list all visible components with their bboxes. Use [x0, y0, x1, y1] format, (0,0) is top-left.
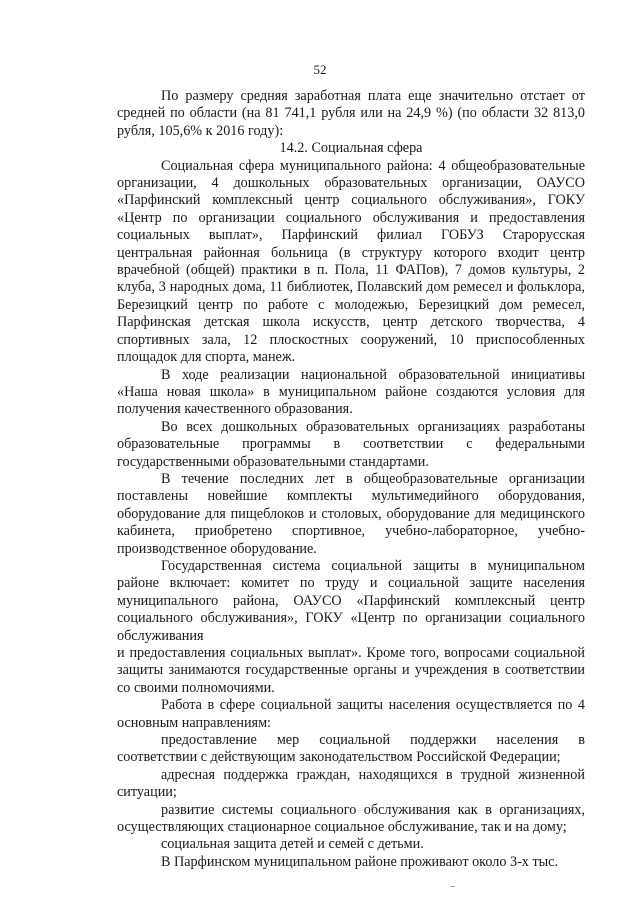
intro-paragraph: По размеру средняя заработная плата еще значительно отстает от средней по области (на 81 741,1 рубля или на 24,9 %) (по области 32 813,0 рубля, 105,6% к 2016 году): — [117, 88, 585, 139]
direction-item: развитие системы социального обслуживания как в организациях, осуществляющих стационарное социальное обслуживание, так и на дому; — [117, 801, 585, 836]
final-paragraph: В Парфинском муниципальном районе проживают около 3-х тыс. — [161, 853, 559, 870]
section-heading: 14.2. Социальная сфера — [279, 140, 423, 157]
paragraph-preschool-programs: Во всех дошкольных образовательных организациях разработаны образовательные программы в соответствии с федеральными государственными образовательными стандартами. — [117, 418, 585, 470]
paragraph-new-school: В ходе реализации национальной образовательной инициативы «Наша новая школа» в муниципальном районе создаются условия для получения качественного образования. — [117, 366, 585, 418]
paragraph-equipment: В течение последних лет в общеобразовательные организации поставлены новейшие комплекты мультимедийного оборудования, оборудование для пищеблоков и столовых, оборудование для медицинского кабинета, приобретено спортивное, учебно-лабораторное, учебно-производственное оборудование. — [117, 470, 585, 557]
scan-mark — [451, 886, 455, 887]
paragraph-directions-intro: Работа в сфере социальной защиты населения осуществляется по 4 основным направлениям: — [117, 697, 585, 731]
paragraph-social-sphere: Социальная сфера муниципального района: 4 общеобразовательные организации, 4 дошкольных образовательных организации, ОАУСО «Парфинский комплексный центр социального обслуживания», ГОКУ «Центр по организации социального обслуживания и предоставления социальных выплат», Парфинский филиал ГОБУЗ Старорусская центральная районная больница (в структуру которого входит центр врачебной (общей) практики в п. Пола, 11 ФАПов), 7 домов культуры, 2 клуба, 3 народных дома, 11 библиотек, Полавский дом ремесел и фольклора, Березицкий центр по работе с молодежью, Березицкий дом ремесел, Парфинская детская школа искусств, центр детского творчества, 4 спортивных зала, 12 плоскостных сооружений, 10 приспособленных площадок для спорта, манеж. — [117, 157, 585, 366]
direction-item: социальная защита детей и семей с детьми. — [161, 836, 424, 853]
paragraph-continuation: и предоставления социальных выплат». Кроме того, вопросами социальной защиты занимаются государственные органы и учреждения в соответствии со своими полномочиями. — [117, 645, 585, 696]
direction-item: предоставление мер социальной поддержки населения в соответствии с действующим законодательством Российской Федерации; — [117, 732, 585, 766]
direction-item: адресная поддержка граждан, находящихся в трудной жизненной ситуации; — [117, 766, 585, 801]
paragraph-social-protection-system: Государственная система социальной защиты в муниципальном районе включает: комитет по труду и социальной защите населения муниципального района, ОАУСО «Парфинский комплексный центр социального обслуживания», ГОКУ «Центр по организации социального обслуживания — [117, 557, 585, 644]
document-body — [117, 88, 585, 871]
page-number: 52 — [313, 62, 327, 77]
